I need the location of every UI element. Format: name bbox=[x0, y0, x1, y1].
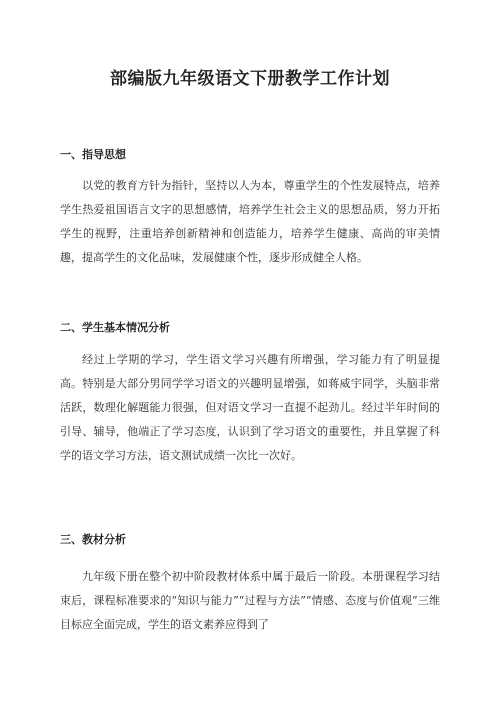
section-heading-guiding-ideology: 一、指导思想 bbox=[60, 148, 126, 161]
section-body-student-analysis: 经过上学期的学习，学生语文学习兴趣有所增强，学习能力有了明显提高。特别是大部分男同学学习语文的兴趣明显增强，如蒋威宇同学，头脑非常活跃，数理化解题能力很强，但对语文学习一直提不起劲儿。经过半年时间的引导、辅导，他端正了学习态度，认识到了学习语文的重要性，并且掌握了科学的语文学习方法，语文测试成绩一次比一次好。 bbox=[60, 353, 440, 462]
document-title: 部编版九年级语文下册教学工作计划 bbox=[110, 69, 390, 89]
section-body-guiding-ideology: 以党的教育方针为指针，坚持以人为本，尊重学生的个性发展特点，培养学生热爱祖国语言文字的思想感情，培养学生社会主义的思想品质，努力开拓学生的视野，注重培养创新精神和创造能力，培养学生健康、高尚的审美情趣，提高学生的文化品味，发展健康个性，逐步形成健全人格。 bbox=[60, 179, 440, 264]
section-heading-student-analysis: 二、学生基本情况分析 bbox=[60, 321, 170, 334]
section-heading-textbook-analysis: 三、教材分析 bbox=[60, 533, 126, 546]
section-body-textbook-analysis: 九年级下册在整个初中阶段教材体系中属于最后一阶段。本册课程学习结束后，课程标准要求的“知识与能力”“过程与方法”“情感、态度与价值观”三维目标应全面完成，学生的语文素养应得到了 bbox=[60, 570, 440, 631]
